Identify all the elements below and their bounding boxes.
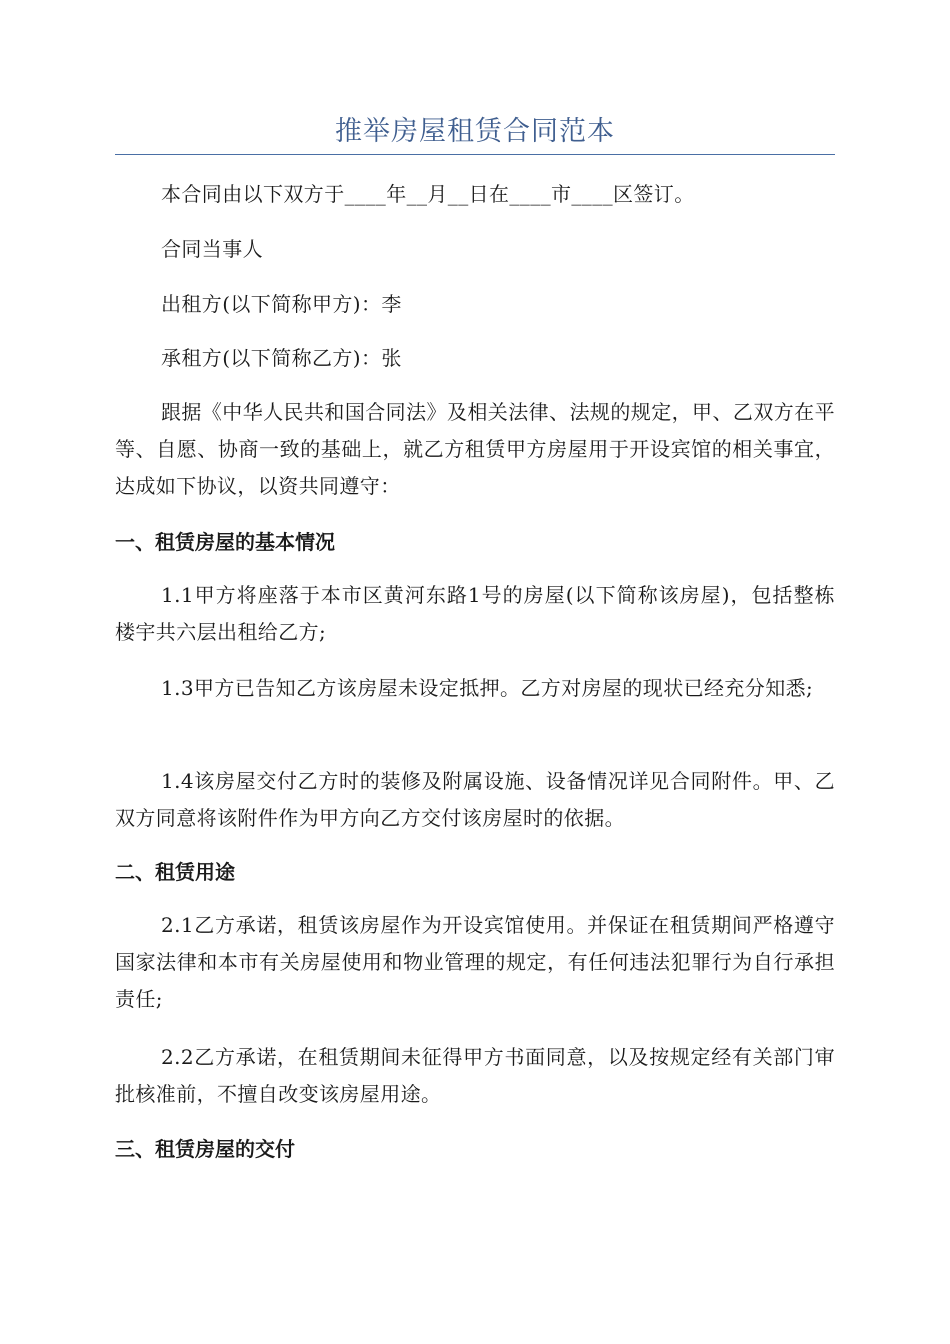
clause-paragraph: 2.1乙方承诺，租赁该房屋作为开设宾馆使用。并保证在租赁期间严格遵守国家法律和本市有关房屋使用和物业管理的规定，有任何违法犯罪行为自行承担责任; [115, 913, 835, 1011]
section-heading: 三、租赁房屋的交付 [115, 1137, 295, 1161]
clause-paragraph: 1.1甲方将座落于本市区黄河东路1号的房屋(以下简称该房屋)，包括整栋楼宇共六层出租给乙方; [115, 583, 835, 644]
lessor-paragraph: 出租方(以下简称甲方)：李 [161, 292, 402, 316]
section-heading: 二、租赁用途 [115, 860, 235, 884]
title-underline [115, 154, 835, 155]
intro-paragraph: 本合同由以下双方于____年__月__日在____市____区签订。 [161, 182, 695, 206]
clause-paragraph: 2.2乙方承诺，在租赁期间未征得甲方书面同意，以及按规定经有关部门审批核准前，不擅自改变该房屋用途。 [115, 1045, 835, 1106]
lessee-paragraph: 承租方(以下简称乙方)：张 [161, 346, 402, 370]
document-title: 推举房屋租赁合同范本 [335, 116, 615, 147]
clause-paragraph: 1.4该房屋交付乙方时的装修及附属设施、设备情况详见合同附件。甲、乙双方同意将该附件作为甲方向乙方交付该房屋时的依据。 [115, 769, 835, 830]
basis-paragraph: 跟据《中华人民共和国合同法》及相关法律、法规的规定，甲、乙双方在平等、自愿、协商一致的基础上，就乙方租赁甲方房屋用于开设宾馆的相关事宜，达成如下协议，以资共同遵守： [115, 400, 835, 498]
clause-paragraph: 1.3甲方已告知乙方该房屋未设定抵押。乙方对房屋的现状已经充分知悉; [161, 676, 814, 700]
parties-paragraph: 合同当事人 [161, 237, 263, 261]
section-heading: 一、租赁房屋的基本情况 [115, 530, 335, 554]
